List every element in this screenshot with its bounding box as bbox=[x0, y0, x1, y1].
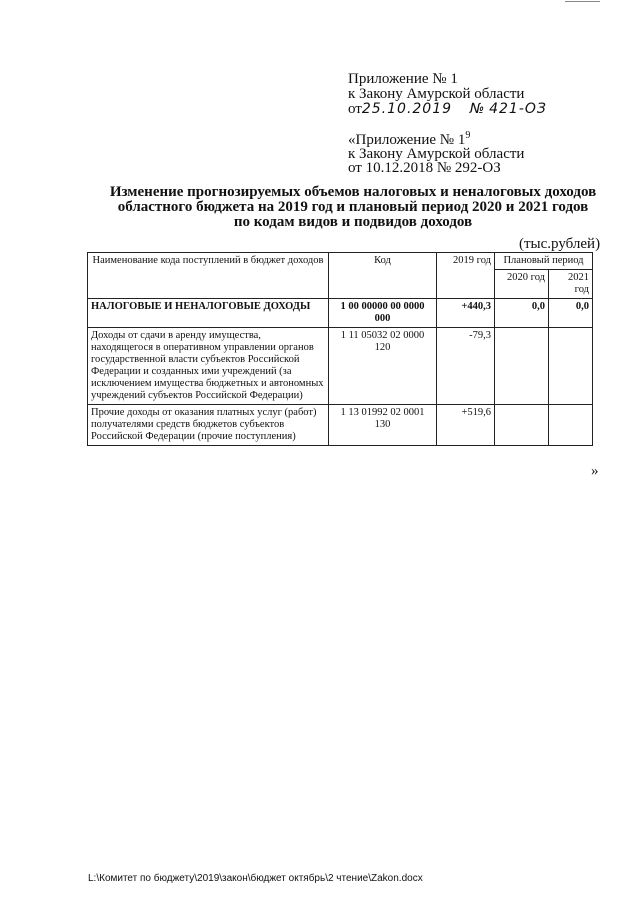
row-2019: +440,3 bbox=[437, 299, 495, 328]
header-2021: 2021 год bbox=[549, 270, 593, 299]
row-2020: 0,0 bbox=[495, 299, 549, 328]
row-name: Прочие доходы от оказания платных услуг (работ) получателями средств бюджетов субъектов Российской Федерации (прочие поступления) bbox=[88, 405, 329, 446]
row-2020 bbox=[495, 405, 549, 446]
closing-quote: » bbox=[591, 463, 599, 479]
header-2019: 2019 год bbox=[437, 253, 495, 299]
header-code: Код bbox=[329, 253, 437, 299]
annex-19-superscript: 9 bbox=[465, 130, 471, 141]
file-path-footer: L:\Комитет по бюджету\2019\закон\бюджет октябрь\2 чтение\Zakon.docx bbox=[88, 873, 423, 884]
header-2020: 2020 год bbox=[495, 270, 549, 299]
handwritten-date: 25.10.2019 bbox=[361, 101, 453, 117]
income-table bbox=[87, 252, 593, 446]
handwritten-number-sign: № bbox=[469, 101, 486, 117]
header-name: Наименование кода поступлений в бюджет доходов bbox=[88, 253, 329, 299]
handwritten-number: 421-ОЗ bbox=[489, 101, 547, 117]
row-code: 1 13 01992 02 0001 130 bbox=[329, 405, 437, 446]
table-header-row bbox=[88, 253, 593, 270]
annex-19-law: к Закону Амурской области bbox=[348, 146, 525, 162]
annex-19-title-text: «Приложение № 1 bbox=[348, 132, 466, 148]
table-row bbox=[88, 405, 593, 446]
annex-1-date-line bbox=[348, 102, 547, 117]
annex-19-date: от 10.12.2018 № 292-ОЗ bbox=[348, 160, 501, 176]
document-title bbox=[88, 185, 618, 230]
scan-mark bbox=[565, 1, 600, 2]
annex-19-title bbox=[348, 130, 524, 148]
row-2019: -79,3 bbox=[437, 328, 495, 405]
annex-1-law: к Закону Амурской области bbox=[348, 86, 525, 102]
table-row bbox=[88, 328, 593, 405]
annex-1-header bbox=[348, 72, 547, 117]
row-2021: 0,0 bbox=[549, 299, 593, 328]
units-label: (тыс.рублей) bbox=[519, 236, 601, 252]
title-line-2: областного бюджета на 2019 год и плановый период 2020 и 2021 годов bbox=[117, 199, 589, 215]
row-code: 1 00 00000 00 0000 000 bbox=[329, 299, 437, 328]
row-name: Доходы от сдачи в аренду имущества, находящегося в оперативном управлении органов государственной власти субъектов Российской Федерации и созданных ими учреждений (за исключением имущества бюджетных и автономных учреждений субъектов Российской Федерации) bbox=[88, 328, 329, 405]
row-2019: +519,6 bbox=[437, 405, 495, 446]
row-2021 bbox=[549, 328, 593, 405]
annex-1-title: Приложение № 1 bbox=[348, 71, 458, 87]
table-row bbox=[88, 299, 593, 328]
title-line-1: Изменение прогнозируемых объемов налоговых и неналоговых доходов bbox=[109, 184, 597, 200]
row-2021 bbox=[549, 405, 593, 446]
row-2020 bbox=[495, 328, 549, 405]
header-planned-period: Плановый период bbox=[495, 253, 593, 270]
annex-19-header bbox=[348, 130, 525, 176]
title-line-3: по кодам видов и подвидов доходов bbox=[233, 214, 473, 230]
row-name: НАЛОГОВЫЕ И НЕНАЛОГОВЫЕ ДОХОДЫ bbox=[88, 299, 329, 328]
row-code: 1 11 05032 02 0000 120 bbox=[329, 328, 437, 405]
annex-1-from: от bbox=[348, 101, 362, 117]
